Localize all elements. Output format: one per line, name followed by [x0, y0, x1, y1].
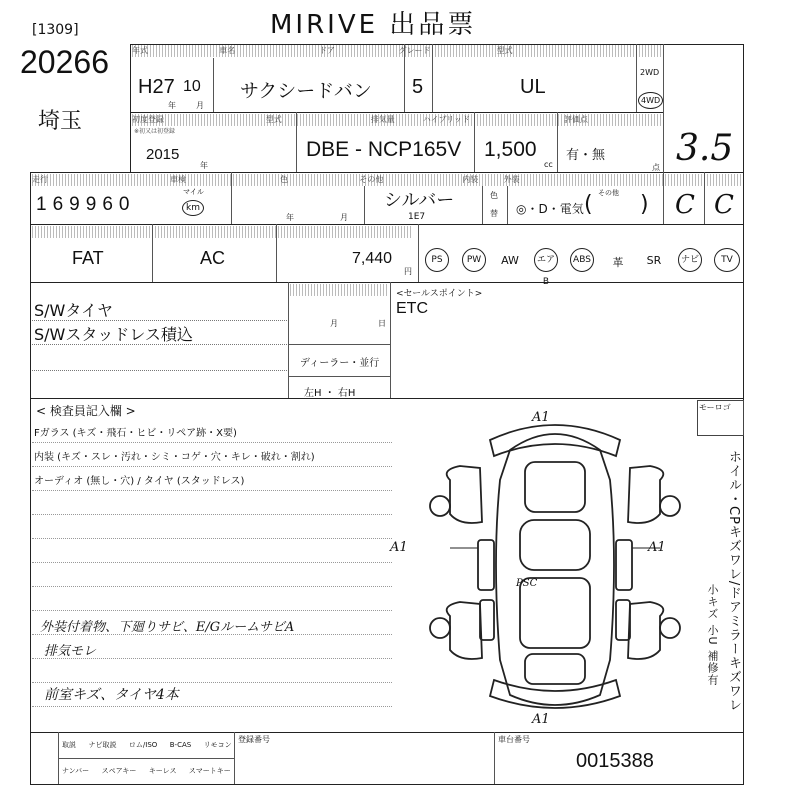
- side-handwritten: 小キズ 小U 補修有: [706, 584, 719, 687]
- key-type: ◎・D・電気: [516, 202, 584, 216]
- glass-line: Fガラス (キズ・飛石・ヒビ・リペア跡・X要): [34, 428, 237, 439]
- page-title: MIRIVE 出品票: [270, 10, 477, 40]
- sales-point: ETC: [396, 300, 428, 317]
- wheel-mirror-note: ホイル・CPキズワレ/ドアミラーキズワレ: [726, 450, 741, 713]
- row3-header: 走行 車検 色 その他 内装 外装: [32, 174, 742, 186]
- damage-a1-left: A1: [390, 540, 408, 555]
- hybrid-flag: 有・無: [566, 148, 606, 163]
- footer-labels-top: 取説 ナビ取説 ロム/ISO B-CAS リモコン: [62, 741, 232, 749]
- evaluation-score: 3.5: [676, 128, 734, 169]
- color: シルバー: [384, 190, 455, 211]
- audio-line: オーディオ (無し・穴) / タイヤ (スタッドレス): [34, 476, 245, 487]
- exterior-grade: C: [714, 190, 734, 220]
- aircon: AC: [200, 248, 226, 268]
- option-ps: PS: [425, 248, 449, 272]
- remark-line-1: S/Wタイヤ: [34, 301, 114, 320]
- handwritten-note-1: 外装付着物、下廻りサビ、E/GルームサビA: [40, 620, 295, 635]
- drive-4wd: 4WD: [638, 92, 663, 109]
- handwritten-note-3: 前室キズ、タイヤ4本: [44, 687, 179, 703]
- displacement: 1,500: [484, 138, 537, 161]
- damage-a1-front: A1: [532, 410, 550, 425]
- remarks-bottom-line: [30, 398, 744, 399]
- model-code: DBE - NCP165V: [306, 138, 462, 161]
- prefecture: 埼玉: [38, 109, 83, 134]
- transmission: FAT: [72, 248, 104, 268]
- interior-line: 内装 (キズ・スレ・汚れ・シミ・コゲ・穴・キレ・破れ・割れ): [34, 452, 315, 463]
- chassis-number: 0015388: [576, 750, 654, 772]
- damage-a1-right: A1: [648, 540, 666, 555]
- left-border: [30, 172, 31, 784]
- damage-a1-rear: A1: [532, 712, 550, 727]
- model-month: 10: [183, 78, 201, 95]
- registration-label: 登録番号: [238, 735, 270, 744]
- option-aw: AW: [501, 254, 519, 267]
- row4-bottom-line: [30, 282, 744, 283]
- row2-header: 初度登録 型式 排気量 ハイブリッド 評価点: [132, 114, 662, 126]
- price: 7,440: [352, 250, 393, 267]
- row1-header: 年式 車名 ドア グレード 型式: [132, 45, 662, 57]
- drive-2wd: 2WD: [640, 68, 660, 77]
- option-abs: ABS: [570, 248, 594, 272]
- row4-header: [32, 226, 412, 238]
- model-year: H27: [138, 76, 175, 98]
- dealer-import: ディーラー・並行: [300, 358, 380, 369]
- inspector-bottom-line: [30, 732, 744, 733]
- row2-bottom-line: [30, 172, 744, 173]
- remark-line-2: S/Wスタッドレス積込: [34, 325, 193, 344]
- km-unit: km: [182, 200, 204, 216]
- option-sunroof: SR: [646, 254, 662, 267]
- inspector-label: < 検査員記入欄 >: [36, 404, 136, 418]
- footer-labels-bottom: ナンバー スペアキー キーレス スマートキー: [62, 767, 231, 775]
- mileage: 169960: [36, 194, 136, 215]
- option-leather: 革: [612, 256, 624, 269]
- footer-bottom-line: [30, 784, 744, 785]
- row3-bottom-line: [30, 224, 744, 225]
- chassis-label: 車台番号: [498, 735, 530, 744]
- lot-number: 20266: [20, 44, 109, 80]
- steering-side: 左H ・ 右H: [304, 388, 356, 399]
- interior-grade: C: [675, 190, 695, 220]
- car-name: サクシードバン: [240, 80, 372, 102]
- damage-center-note: PSC: [516, 578, 538, 589]
- lot-code: [1309]: [32, 22, 79, 38]
- grade: UL: [520, 76, 546, 98]
- option-navi: ナビ: [678, 248, 702, 272]
- option-pw: PW: [462, 248, 486, 272]
- row1-left-border: [130, 44, 131, 172]
- car-damage-diagram: [420, 410, 690, 730]
- row1-bottom-line: [130, 112, 663, 113]
- score-top-line: [663, 44, 743, 45]
- color-code: 1E7: [408, 212, 426, 222]
- logo-box: モーロゴ: [697, 400, 744, 436]
- option-airbag: エアB: [534, 248, 558, 272]
- option-tv: TV: [714, 248, 740, 272]
- doors: 5: [412, 76, 424, 98]
- first-registration: 2015: [146, 146, 180, 163]
- handwritten-note-2: 排気モレ: [44, 644, 97, 659]
